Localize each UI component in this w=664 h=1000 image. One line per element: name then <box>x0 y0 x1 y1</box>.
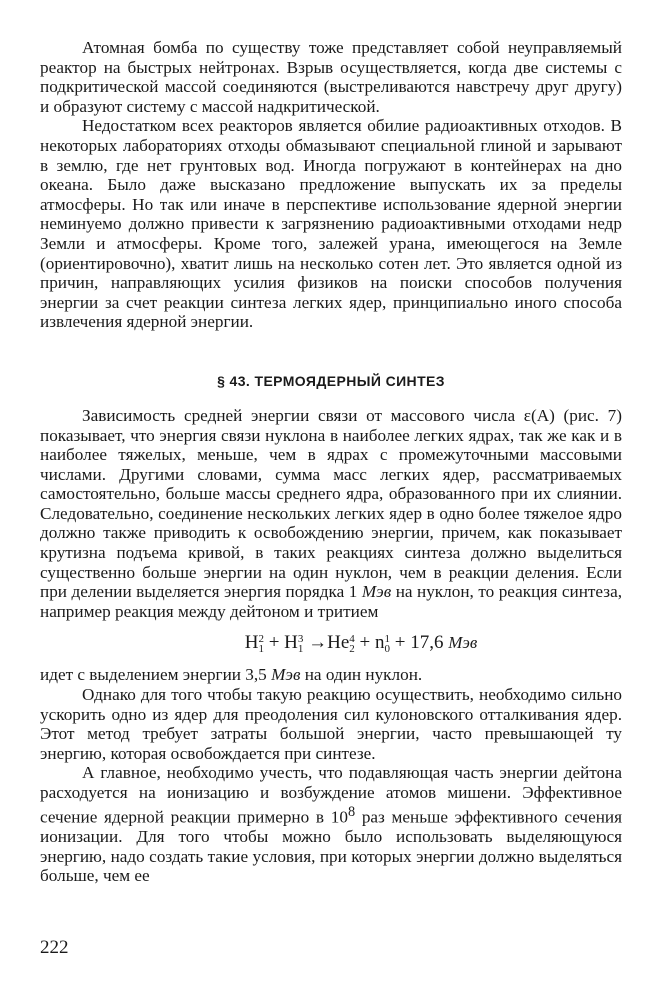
paragraph-atomic-bomb: Атомная бомба по существу тоже представляет собой неуправляемый реактор на быстрых нейтронах. Взрыв осуществляется, когда две системы с подкритической массой соединяются (выстреливаются навстречу друг другу) и образуют систему с массой надкритической. <box>40 38 622 116</box>
paragraph-ionization <box>40 763 622 885</box>
section-title: § 43. ТЕРМОЯДЕРНЫЙ СИНТЕЗ <box>217 372 445 389</box>
fusion-reaction-formula <box>100 631 622 655</box>
tritium-mass-number: 3 <box>297 633 304 646</box>
unit-mev: Мэв <box>361 582 392 602</box>
paragraph-reactor-waste: Недостатком всех реакторов является обилие радиоактивных отходов. В некоторых лабораториях отходы обмазывают специальной глиной и зарывают в землю, где нет грунтовых вод. Иногда погружают в контейнерах на дно океана. Было даже высказано предложение выпускать их за пределы атмосферы. Но так или иначе в перспективе использование ядерной энергии неминуемо должно привести к загрязнению радиоактивными отходами недр Земли и атмосферы. Кроме того, залежей урана, имеющегося на Земле (ориентировочно), хватит лишь на несколько сотен лет. Это является одной из причин, направляющих усилия физиков на поиски способов получения энергии за счет реакции синтеза легких ядер, принципиально иного способа извлечения ядерной энергии. <box>40 116 622 332</box>
plus-sign: + <box>394 632 406 654</box>
plus-sign: + <box>268 632 280 654</box>
plus-sign: + <box>359 632 371 654</box>
neutron-charge: 0 <box>384 643 391 656</box>
paragraph-coulomb-barrier: Однако для того чтобы такую реакцию осуществить, необходимо сильно ускорить одно из ядер для преодоления сил кулоновского отталкивания ядер. Этот метод требует затраты большой энергии, часто превышающей ту энергию, которая освобождается при синтезе. <box>40 685 622 763</box>
helium-symbol: He <box>327 632 350 654</box>
page-body <box>40 38 622 886</box>
reaction-energy: 17,6 <box>410 632 444 654</box>
deuterium-mass-number: 2 <box>258 633 264 646</box>
deuterium-charge: 1 <box>258 643 264 656</box>
power-exponent: 8 <box>347 803 356 820</box>
tritium-indices <box>298 634 304 654</box>
helium-charge: 2 <box>349 643 355 656</box>
reaction-arrow: → <box>308 632 328 654</box>
tritium-charge: 1 <box>297 643 304 656</box>
helium-mass-number: 4 <box>349 633 355 646</box>
paragraph-ionization-text-b: раз меньше эффективного сечения ионизации. Для того чтобы можно было использовать выделяющуюся энергию, надо создать такие условия, при которых энергии должно выделяться больше, чем ее <box>40 807 623 886</box>
paragraph-energy-per-nucleon-text-a: идет с выделением энергии 3,5 <box>40 665 272 685</box>
neutron-indices <box>385 634 391 654</box>
paragraph-binding-energy-text-a: Зависимость средней энергии связи от массового числа ε(A) (рис. 7) показывает, что энергия связи нуклона в наиболее легких ядрах, так же как и в наиболее тяжелых, меньше, чем в ядрах с промежуточными массовыми числами. Другими словами, сумма масс легких ядер, рассматриваемых самостоятельно, больше массы среднего ядра, образованного при их слиянии. Следовательно, соединение нескольких легких ядер в одно более тяжелое ядро должно также приводить к освобождению энергии, причем, как показывает крутизна подъема кривой, в таких реакциях синтеза должно выделиться существенно больше энергии на один нуклон, чем в реакции деления. Если при делении выделяется энергия порядка 1 <box>40 405 622 602</box>
page-number: 222 <box>40 937 69 958</box>
helium-indices <box>349 634 355 654</box>
deuterium-symbol: H <box>244 632 259 654</box>
unit-mev: Мэв <box>271 665 301 685</box>
reaction-energy-unit: Мэв <box>448 633 478 653</box>
paragraph-energy-per-nucleon <box>40 665 622 685</box>
paragraph-binding-energy <box>40 406 622 622</box>
neutron-symbol: n <box>375 632 385 654</box>
neutron-mass-number: 1 <box>384 633 391 646</box>
paragraph-binding-energy-text-b: на нуклон, то реакция синтеза, например реакция между дейтоном и тритием <box>40 582 622 621</box>
paragraph-energy-per-nucleon-text-b: на один нуклон. <box>300 665 423 685</box>
tritium-symbol: H <box>284 632 298 654</box>
paragraph-ionization-text-a: А главное, необходимо учесть, что подавляющая часть энергии дейтона расходуется на ионизацию и возбуждение атомов мишени. Эффективное сечение ядерной реакции примерно в 10 <box>40 763 622 827</box>
deuterium-indices <box>258 634 264 654</box>
